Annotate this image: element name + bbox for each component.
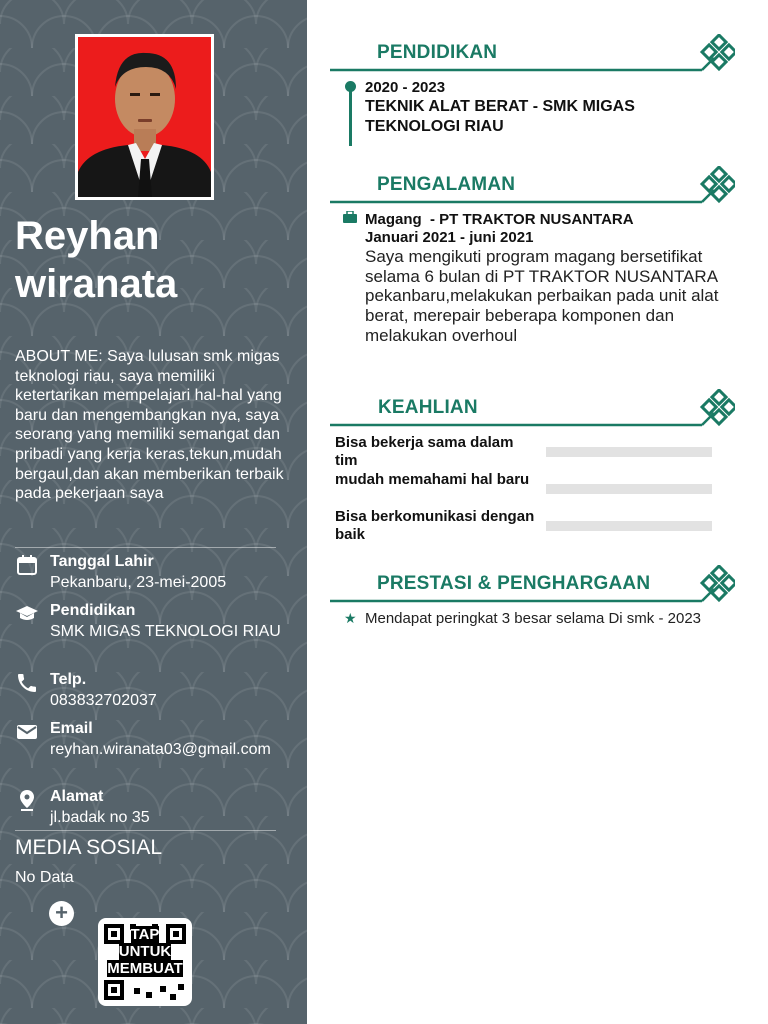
profile-photo	[75, 34, 214, 200]
contact-value: jl.badak no 35	[50, 809, 150, 826]
section-header-pengalaman	[330, 166, 735, 206]
contact-value: SMK MIGAS TEKNOLOGI RIAU	[50, 623, 281, 640]
skill-bar	[546, 447, 712, 457]
contact-value: reyhan.wiranata03@gmail.com	[50, 741, 271, 758]
contact-label: Email	[50, 720, 93, 737]
section-title: KEAHLIAN	[378, 397, 478, 418]
about-me-text: ABOUT ME: Saya lulusan smk migas teknologi riau, saya memiliki ketertarikan mempelajari hal-hal yang baru dan mengembangkan nya, saya seorang yang memiliki semangat dan pribadi yang kerja keras,tekun,mudah bergaul,dan akan memberikan terbaik pada pekerjaan saya	[15, 348, 284, 503]
mail-icon	[15, 720, 39, 744]
calendar-icon	[15, 553, 39, 577]
education-period: 2020 - 2023	[365, 79, 446, 96]
experience-role: Magang - PT TRAKTOR NUSANTARA	[365, 211, 634, 228]
contact-label: Pendidikan	[50, 602, 136, 619]
experience-description: Saya mengikuti program magang bersetifikat selama 6 bulan di PT TRAKTOR NUSANTARA pekanbaru,melakukan perbaikan pada unit alat berat, merepair beberapa komponen dan melakukan overhoul	[365, 247, 719, 345]
divider	[15, 547, 276, 548]
skill-item: Bisa bekerja sama dalam tim	[335, 434, 514, 469]
graduation-cap-icon	[15, 602, 39, 626]
media-sosial-value: No Data	[15, 869, 74, 886]
section-header-keahlian	[330, 389, 735, 429]
contact-label: Alamat	[50, 788, 104, 805]
section-header-pendidikan	[330, 34, 735, 74]
timeline-line	[349, 88, 352, 146]
contact-value: Pekanbaru, 23-mei-2005	[50, 574, 227, 591]
plus-icon[interactable]: +	[49, 901, 74, 926]
section-title: PENDIDIKAN	[377, 42, 498, 63]
contact-label: Tanggal Lahir	[50, 553, 154, 570]
qr-code-button[interactable]	[98, 918, 192, 1006]
star-icon: ★	[344, 610, 357, 626]
contact-phone	[15, 671, 285, 711]
qr-code-label: TAP UNTUK MEMBUAT	[107, 926, 183, 977]
contact-education	[15, 602, 285, 662]
award-item: Mendapat peringkat 3 besar selama Di smk - 2023	[365, 610, 702, 627]
location-pin-icon	[15, 788, 39, 812]
skill-bar	[546, 484, 712, 494]
section-title: PENGALAMAN	[377, 174, 516, 195]
briefcase-icon	[343, 211, 357, 223]
skill-item: Bisa berkomunikasi dengan baik	[335, 508, 535, 543]
photo-background	[78, 37, 211, 197]
profile-name: Reyhan wiranata	[15, 214, 178, 306]
section-header-prestasi	[330, 565, 735, 605]
contact-birth-date	[15, 553, 285, 593]
experience-period: Januari 2021 - juni 2021	[365, 229, 534, 246]
skill-item: mudah memahami hal baru	[335, 471, 530, 488]
media-sosial-title: MEDIA SOSIAL	[15, 836, 163, 859]
contact-label: Telp.	[50, 671, 87, 688]
contact-email	[15, 720, 285, 780]
divider	[15, 830, 276, 831]
skill-bar	[546, 521, 712, 531]
sidebar	[0, 0, 307, 1024]
contact-value: 083832702037	[50, 692, 157, 709]
person-silhouette	[78, 37, 211, 197]
education-school: TEKNIK ALAT BERAT - SMK MIGAS TEKNOLOGI RIAU	[365, 98, 635, 135]
phone-icon	[15, 671, 39, 695]
section-title: PRESTASI & PENGHARGAAN	[377, 573, 651, 594]
contact-address	[15, 788, 285, 828]
